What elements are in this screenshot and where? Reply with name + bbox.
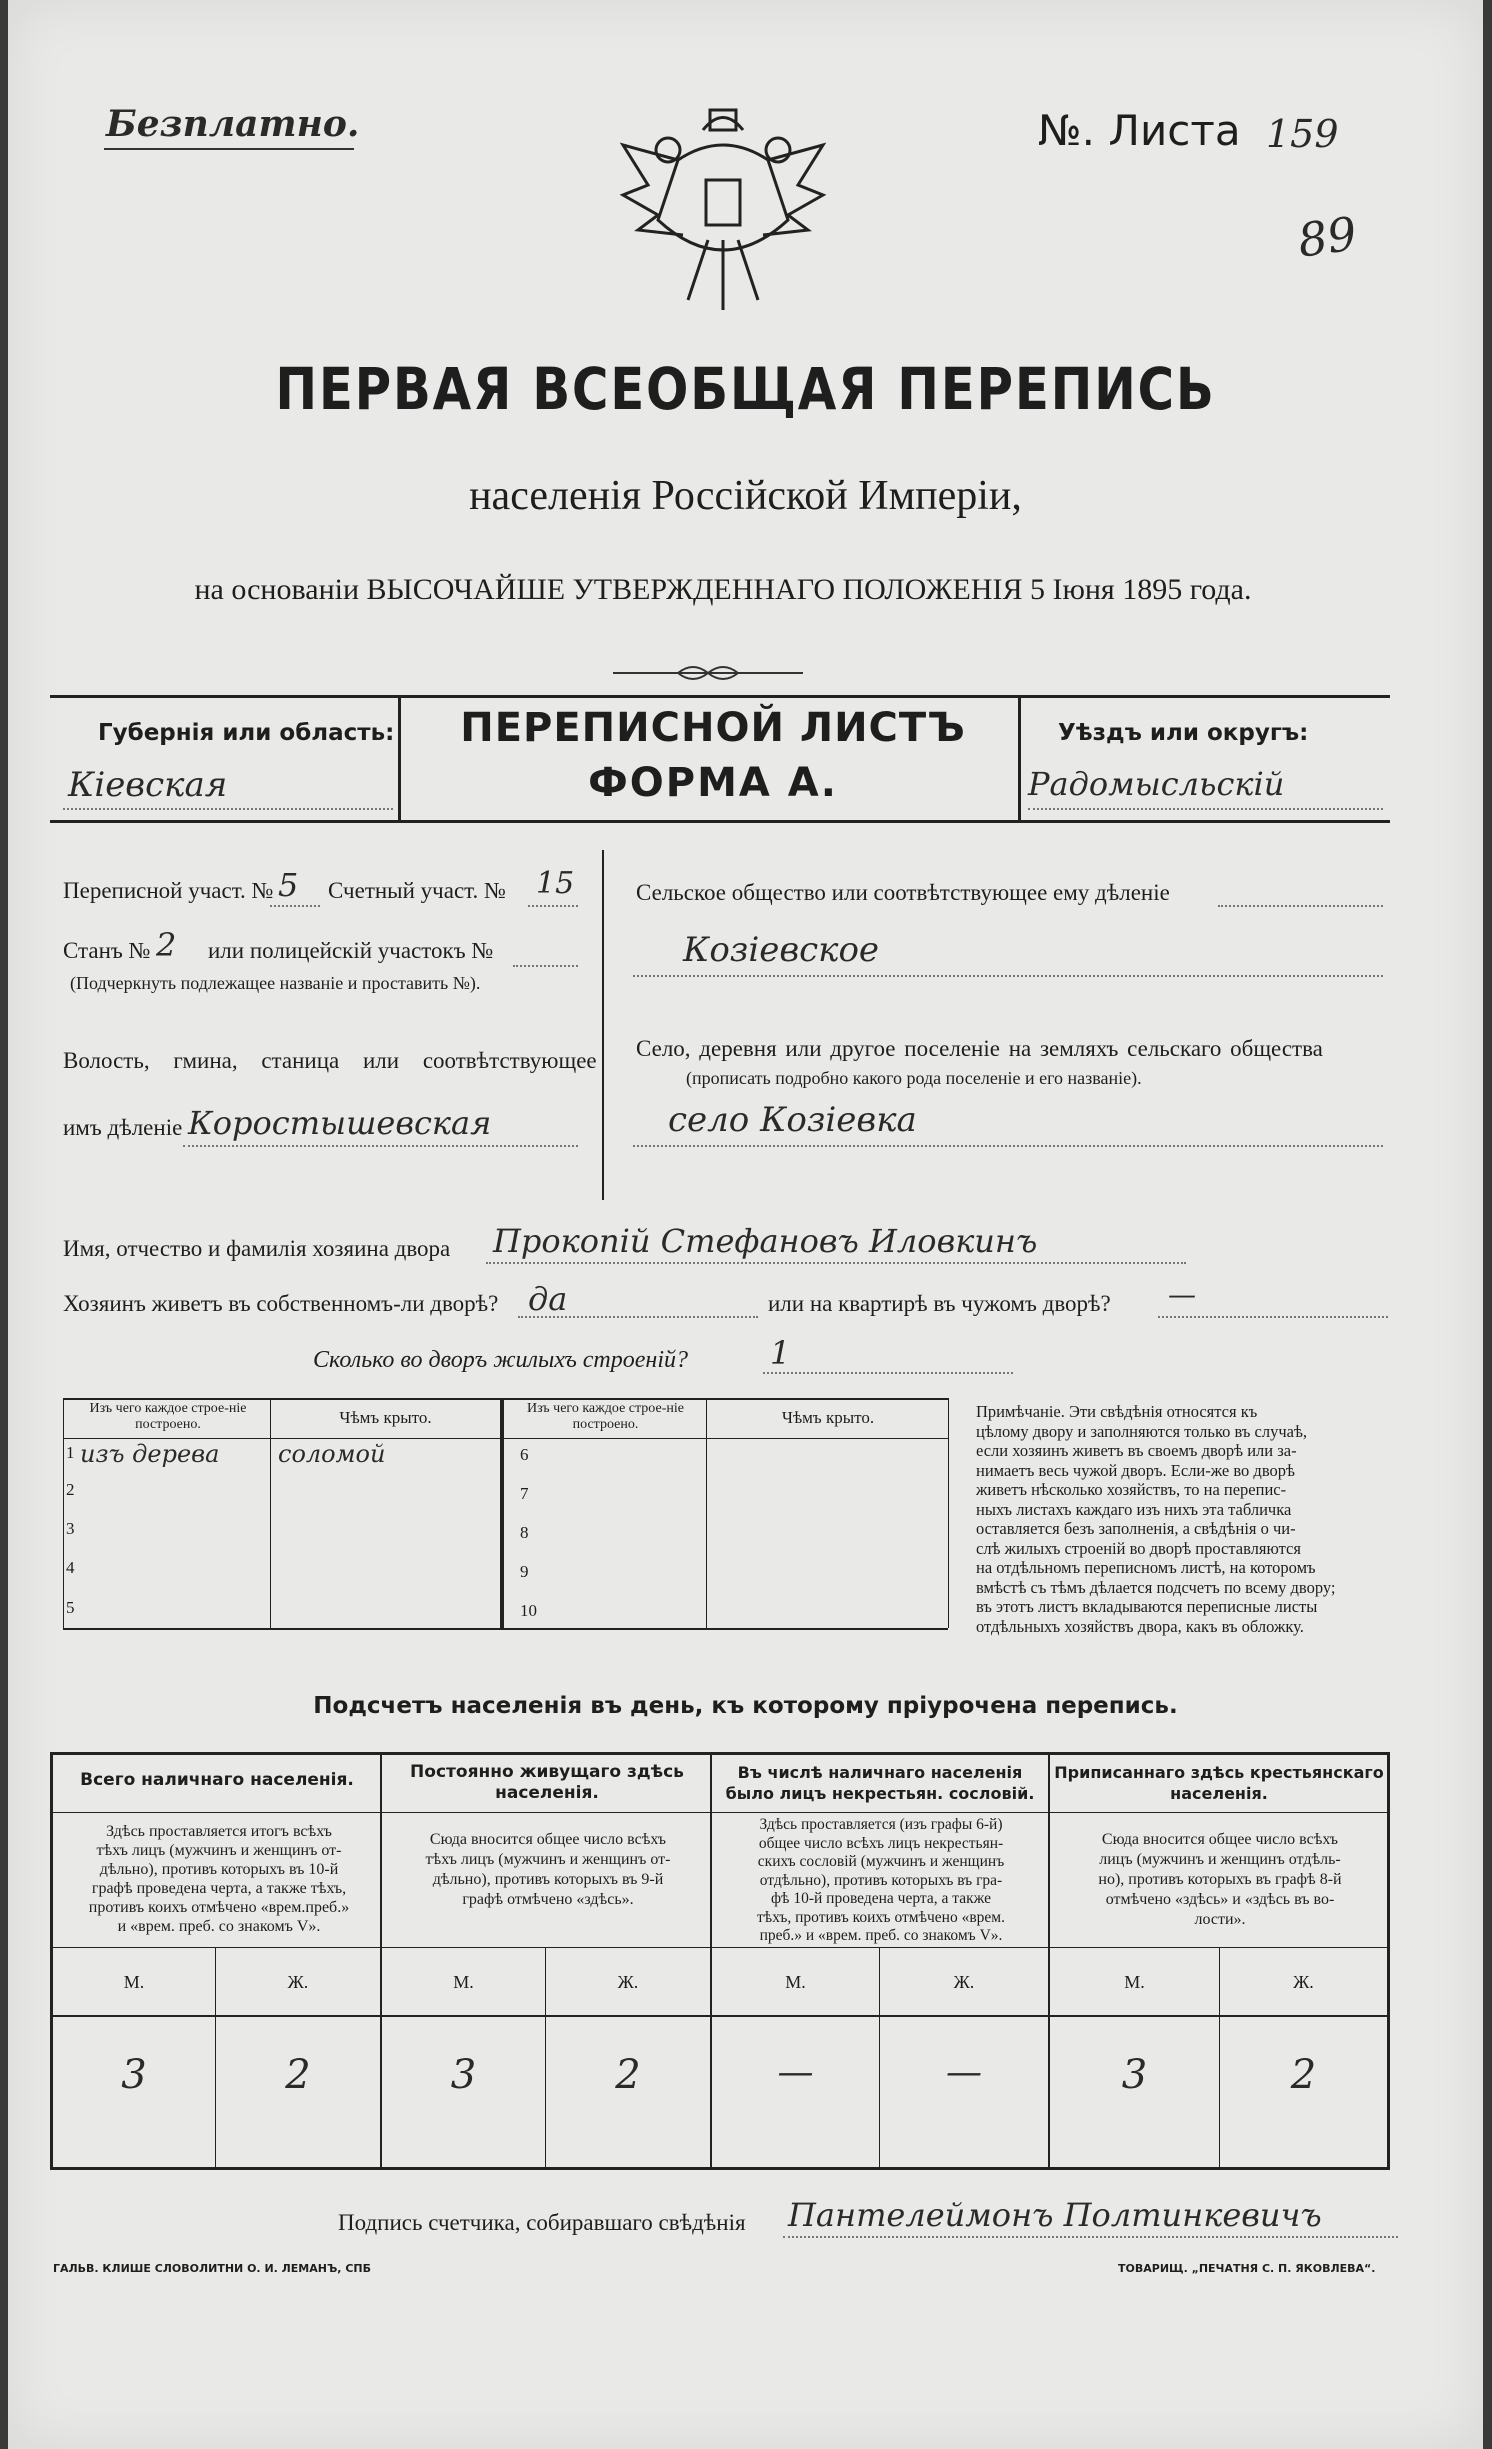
- desc-line: тѣхъ лицъ (мужчинъ и женщинъ от-: [425, 1851, 671, 1868]
- sheet-no-label: №. Листа: [1038, 106, 1241, 155]
- free-label: Безплатно.: [106, 103, 360, 145]
- volost-value: Коростышевская: [188, 1104, 492, 1142]
- police-label: или полицейскій участокъ №: [208, 938, 494, 963]
- main-title: ПЕРВАЯ ВСЕОБЩАЯ ПЕРЕПИСЬ: [275, 355, 1216, 423]
- signature-dots: [783, 2236, 1398, 2238]
- owner-lives-value: да: [528, 1280, 568, 1318]
- desc-line: Сюда вносится общее число всѣхъ: [1101, 1831, 1339, 1848]
- owner-name-value: Прокопій Стефановъ Иловкинъ: [493, 1222, 1038, 1260]
- pop-col-desc: [1056, 1830, 1384, 1930]
- male-label: М.: [123, 1972, 145, 1992]
- district-label: Уѣздъ или округъ:: [1058, 720, 1309, 746]
- total-female-value: 2: [285, 2052, 311, 2098]
- note-line: нимаетъ весь чужой дворъ. Если-же во дворѣ: [976, 1460, 1295, 1480]
- note-line: оставляется безъ заполненія, а свѣдѣнія о чи-: [976, 1519, 1296, 1538]
- count-area-dots: [528, 905, 578, 907]
- row-roof: соломой: [278, 1440, 386, 1468]
- footer-right: ТОВАРИЩ. „ПЕЧАТНЯ С. П. ЯКОВЛЕВА“.: [1118, 2262, 1376, 2275]
- desc-line: дѣльно), противъ которыхъ въ 9-й: [432, 1871, 664, 1888]
- form-name: ФОРМА А.: [588, 760, 838, 806]
- desc-line: графѣ отмѣчено «здѣсь».: [462, 1891, 634, 1908]
- owner-name-dots: [486, 1262, 1186, 1264]
- female-label: Ж.: [617, 1972, 639, 1992]
- col-roof-right: Чѣмъ крыто.: [781, 1408, 875, 1427]
- note-line: въ этотъ листъ вкладываются переписные листы: [976, 1597, 1318, 1616]
- police-note: (Подчеркнуть подлежащее названіе и проставить №).: [70, 973, 481, 993]
- col-built-right: Изъ чего каждое строе-ніе построено.: [527, 1401, 684, 1432]
- row-number: 9: [520, 1562, 529, 1581]
- desc-line: противъ коихъ отмѣчено «врем.преб.»: [88, 1899, 350, 1916]
- desc-line: и «врем. преб. со знакомъ V».: [117, 1918, 321, 1935]
- pop-col-head: Приписаннаго здѣсь крестьянскаго населенія.: [1054, 1763, 1384, 1803]
- desc-line: отдѣльно), противъ которыхъ въ гра-: [759, 1871, 1003, 1889]
- note-line: ныхъ листахъ каждаго изъ нихъ эта табличка: [976, 1499, 1292, 1519]
- buildings-dots: [763, 1372, 1013, 1374]
- sheet-title: ПЕРЕПИСНОЙ ЛИСТЪ: [460, 705, 966, 751]
- note-line: живетъ нѣсколько хозяйствъ, то на перепис-: [976, 1480, 1287, 1499]
- female-label: Ж.: [1293, 1972, 1314, 1992]
- desc-line: тѣхъ лицъ (мужчинъ и женщинъ от-: [96, 1842, 342, 1859]
- total-male-value: 3: [121, 2052, 147, 2098]
- settlement-label: Село, деревня или другое поселеніе на земляхъ сельскаго общества: [636, 1036, 1323, 1061]
- owner-name-label: Имя, отчество и фамилія хозяина двора: [63, 1236, 451, 1261]
- row-number: 3: [66, 1519, 75, 1538]
- non-peasant-male-value: —: [777, 2052, 814, 2093]
- desc-line: тѣхъ, противъ коихъ отмѣчено «врем.: [757, 1908, 1005, 1926]
- note-line: если хозяинъ живетъ въ своемъ дворѣ или за-: [976, 1441, 1297, 1460]
- owner-lives-label: Хозяинъ живетъ въ собственномъ-ли дворѣ?: [63, 1291, 499, 1316]
- province-value: Кіевская: [68, 765, 228, 805]
- double-headed-eagle-emblem: [608, 90, 838, 340]
- male-label: М.: [785, 1972, 806, 1992]
- buildings-value: 1: [770, 1334, 791, 1372]
- desc-line: лицъ (мужчинъ и женщинъ отдѣль-: [1099, 1851, 1341, 1868]
- subtitle: населенія Россійской Имперіи,: [469, 473, 1022, 519]
- note-line: на отдѣльномъ переписномъ листѣ, на которомъ: [976, 1558, 1316, 1577]
- owner-rent-value: —: [1168, 1278, 1196, 1311]
- permanent-male-value: 3: [450, 2052, 477, 2098]
- note-line: слѣ жилыхъ строеній во дворѣ проставляются: [976, 1538, 1301, 1558]
- signature-label: Подпись счетчика, собиравшаго свѣдѣнія: [338, 2210, 746, 2235]
- district-value: Радомысльскій: [1028, 765, 1285, 803]
- pop-col-desc: [716, 1816, 1046, 1946]
- owner-lives-dots: [518, 1316, 758, 1318]
- count-area-value: 15: [536, 866, 575, 901]
- desc-line: фѣ 10-й проведена черта, а также: [770, 1890, 991, 1907]
- settlement-value: село Козіевка: [668, 1100, 917, 1140]
- sheet-no-value: 159: [1266, 112, 1339, 156]
- desc-line: общее число всѣхъ лицъ некрестьян-: [758, 1834, 1004, 1852]
- col-roof-left: Чѣмъ крыто.: [339, 1408, 432, 1427]
- male-label: М.: [453, 1972, 474, 1992]
- row-built: изъ дерева: [80, 1440, 220, 1468]
- district-dots: [1028, 808, 1383, 810]
- volost-dots: [183, 1145, 578, 1147]
- row-number: 2: [66, 1480, 75, 1499]
- settlement-note: (прописать подробно какого рода поселеніе и его названіе).: [686, 1068, 1142, 1088]
- census-area-label: Переписной участ. №: [63, 878, 274, 903]
- census-area-dots: [270, 905, 320, 907]
- desc-line: Сюда вносится общее число всѣхъ: [429, 1831, 667, 1848]
- census-form-page: [8, 0, 1483, 2449]
- village-society-label: Сельское общество или соотвѣтствующее ему дѣленіе: [636, 880, 1170, 905]
- owner-rent-dots: [1158, 1316, 1388, 1318]
- desc-line: но), противъ которыхъ въ графѣ 8-й: [1098, 1871, 1342, 1888]
- desc-line: графѣ проведена черта, а также тѣхъ,: [91, 1880, 347, 1897]
- form-header-divider-right: [1018, 695, 1021, 820]
- row-number: 1: [66, 1443, 75, 1462]
- registered-female-value: 2: [1290, 2052, 1317, 2098]
- female-label: Ж.: [287, 1972, 309, 1992]
- corner-number: 89: [1294, 206, 1361, 268]
- desc-line: скихъ сословій (мужчинъ и женщинъ: [757, 1853, 1005, 1870]
- row-number: 5: [66, 1598, 75, 1617]
- ornament-divider: [608, 658, 808, 688]
- pop-col-desc: [388, 1830, 708, 1910]
- note-line: цѣлому двору и заполняются только въ случаѣ,: [976, 1421, 1308, 1441]
- volost-label-2: имъ дѣленіе: [63, 1115, 183, 1140]
- signature-value: Пантелеймонъ Полтинкевичъ: [788, 2196, 1322, 2234]
- row-number: 4: [66, 1558, 75, 1577]
- owner-rent-label: или на квартирѣ въ чужомъ дворѣ?: [768, 1291, 1111, 1316]
- volost-label: Волость, гмина, станица или соотвѣтствующее: [63, 1048, 597, 1073]
- stan-value: 2: [156, 926, 177, 964]
- pop-col-head: Въ числѣ наличнаго населенія было лицъ некрестьян. сословій.: [725, 1763, 1035, 1803]
- row-number: 8: [520, 1523, 529, 1542]
- count-area-label: Счетный участ. №: [328, 878, 506, 903]
- pop-col-head: Всего наличнаго населенія.: [80, 1770, 354, 1790]
- basis-text: на основаніи ВЫСОЧАЙШЕ УТВЕРЖДЕННАГО ПОЛОЖЕНІЯ 5 Іюня 1895 года.: [194, 573, 1252, 606]
- buildings-label: Сколько во дворъ жилыхъ строеній?: [313, 1347, 688, 1373]
- census-area-value: 5: [278, 866, 299, 904]
- row-number: 6: [520, 1445, 529, 1464]
- pop-col-head: Постоянно живущаго здѣсь населенія.: [410, 1762, 684, 1803]
- police-dots: [513, 965, 578, 967]
- desc-line: преб.» и «врем. преб. со знакомъ V».: [759, 1927, 1003, 1944]
- fields-divider: [602, 850, 604, 1200]
- permanent-female-value: 2: [615, 2052, 641, 2098]
- form-header-bottom-rule: [50, 820, 1390, 823]
- non-peasant-female-value: —: [946, 2052, 982, 2093]
- village-society-dots: [1218, 905, 1383, 907]
- form-header-divider-left: [398, 695, 401, 820]
- desc-line: дѣльно), противъ которыхъ въ 10-й: [99, 1861, 339, 1878]
- free-underline: [104, 148, 354, 150]
- note-line: вмѣстѣ съ тѣмъ дѣлается подсчетъ по всему двору;: [976, 1577, 1336, 1597]
- settlement-dots: [633, 1145, 1383, 1147]
- row-number: 10: [520, 1601, 537, 1620]
- note-block: [976, 1402, 1396, 1636]
- form-header-top-rule: [50, 695, 1390, 698]
- female-label: Ж.: [953, 1972, 975, 1992]
- note-line: Примѣчаніе. Эти свѣдѣнія относятся къ: [976, 1402, 1258, 1421]
- footer-left: ГАЛЬВ. КЛИШЕ СЛОВОЛИТНИ О. И. ЛЕМАНЪ, СПБ: [53, 2262, 371, 2275]
- note-line: отдѣльныхъ хозяйствъ двора, какъ въ обложку.: [976, 1616, 1304, 1636]
- registered-male-value: 3: [1121, 2052, 1148, 2098]
- desc-line: Здѣсь проставляется итогъ всѣхъ: [106, 1823, 332, 1840]
- desc-line: лости».: [1194, 1911, 1246, 1928]
- desc-line: Здѣсь проставляется (изъ графы 6-й): [759, 1816, 1003, 1833]
- male-label: М.: [1124, 1972, 1145, 1992]
- pop-col-desc: [60, 1822, 378, 1936]
- village-society-value: Козіевское: [683, 930, 880, 970]
- row-number: 7: [520, 1484, 529, 1503]
- province-label: Губернія или область:: [98, 720, 395, 746]
- desc-line: отмѣчено «здѣсь» и «здѣсь въ во-: [1105, 1891, 1335, 1908]
- village-society-dots-2: [633, 975, 1383, 977]
- population-title: Подсчетъ населенія въ день, къ которому пріурочена перепись.: [313, 1693, 1178, 1719]
- stan-label: Станъ №: [63, 938, 151, 963]
- col-built-left: Изъ чего каждое строе-ніе построено.: [89, 1401, 247, 1432]
- province-dots: [63, 808, 393, 810]
